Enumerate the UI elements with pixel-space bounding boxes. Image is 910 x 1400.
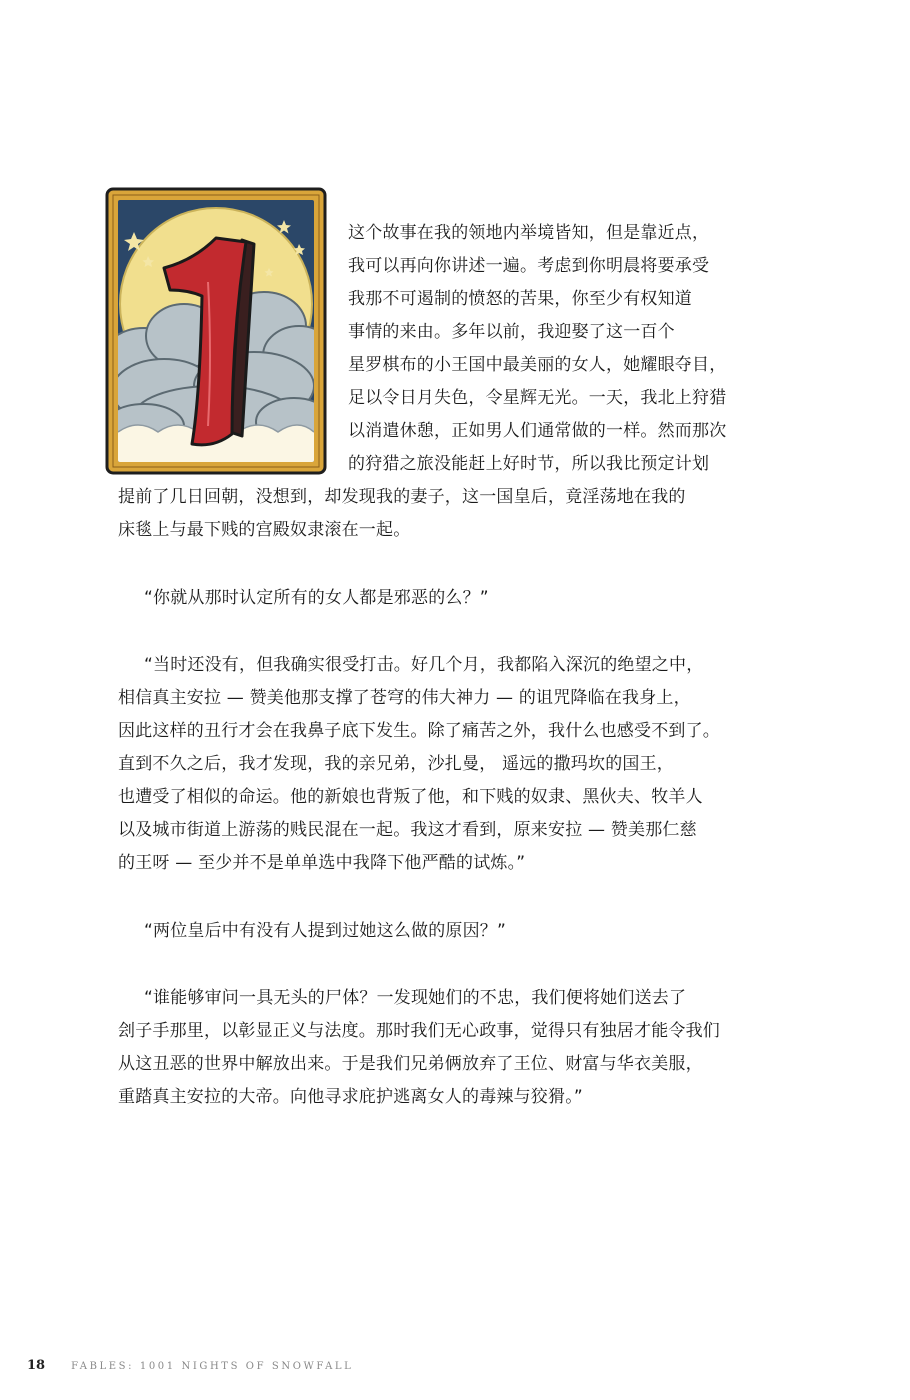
- page-footer: [27, 1358, 353, 1378]
- text-line: 事情的来由。多年以前，我迎娶了这一百个: [348, 322, 675, 342]
- text-line: “当时还没有，但我确实很受打击。好几个月，我都陷入深沉的绝望之中，: [144, 655, 704, 675]
- text-line: 因此这样的丑行才会在我鼻子底下发生。除了痛苦之外，我什么也感受不到了。: [118, 721, 720, 741]
- text-line: 直到不久之后，我才发现，我的亲兄弟，沙扎曼， 遥远的撒玛坎的国王，: [118, 754, 675, 774]
- text-line: 足以令日月失色，令星辉无光。一天，我北上狩猎: [348, 388, 727, 408]
- text-line: “谁能够审问一具无头的尸体？一发现她们的不忠，我们便将她们送去了: [144, 988, 687, 1008]
- text-line: 的狩猎之旅没能赶上好时节，所以我比预定计划: [348, 454, 710, 474]
- page-number: 18: [27, 1358, 46, 1373]
- text-line: “你就从那时认定所有的女人都是邪恶的么？”: [144, 588, 489, 608]
- text-line: 重踏真主安拉的大帝。向他寻求庇护逃离女人的毒辣与狡猾。”: [118, 1087, 583, 1107]
- text-line: 的王呀 — 至少并不是单单选中我降下他严酷的试炼。”: [118, 853, 526, 873]
- text-line: 我那不可遏制的愤怒的苦果，你至少有权知道: [348, 289, 692, 309]
- text-line: 也遭受了相似的命运。他的新娘也背叛了他，和下贱的奴隶、黑伙夫、牧羊人: [118, 787, 703, 807]
- text-line: 从这丑恶的世界中解放出来。于是我们兄弟俩放弃了王位、财富与华衣美服，: [118, 1054, 703, 1074]
- text-line: 星罗棋布的小王国中最美丽的女人，她耀眼夺目，: [348, 355, 727, 375]
- text-line: 床毯上与最下贱的宫殿奴隶滚在一起。: [118, 520, 411, 540]
- text-line: “两位皇后中有没有人提到过她这么做的原因？”: [144, 921, 507, 941]
- text-line: 提前了几日回朝，没想到，却发现我的妻子，这一国皇后，竟淫荡地在我的: [118, 487, 686, 507]
- text-line: 以消遣休憩，正如男人们通常做的一样。然而那次: [348, 421, 727, 441]
- text-line: 我可以再向你讲述一遍。考虑到你明晨将要承受: [348, 256, 710, 276]
- text-line: 这个故事在我的领地内举境皆知，但是靠近点，: [348, 223, 710, 243]
- text-line: 刽子手那里，以彰显正义与法度。那时我们无心政事，觉得只有独居才能令我们: [118, 1021, 720, 1041]
- running-title: FABLES: 1001 NIGHTS OF SNOWFALL: [71, 1361, 354, 1372]
- text-line: 相信真主安拉 — 赞美他那支撑了苍穹的伟大神力 — 的诅咒降临在我身上，: [118, 688, 691, 708]
- text-line: 以及城市街道上游荡的贱民混在一起。我这才看到，原来安拉 — 赞美那仁慈: [118, 820, 697, 840]
